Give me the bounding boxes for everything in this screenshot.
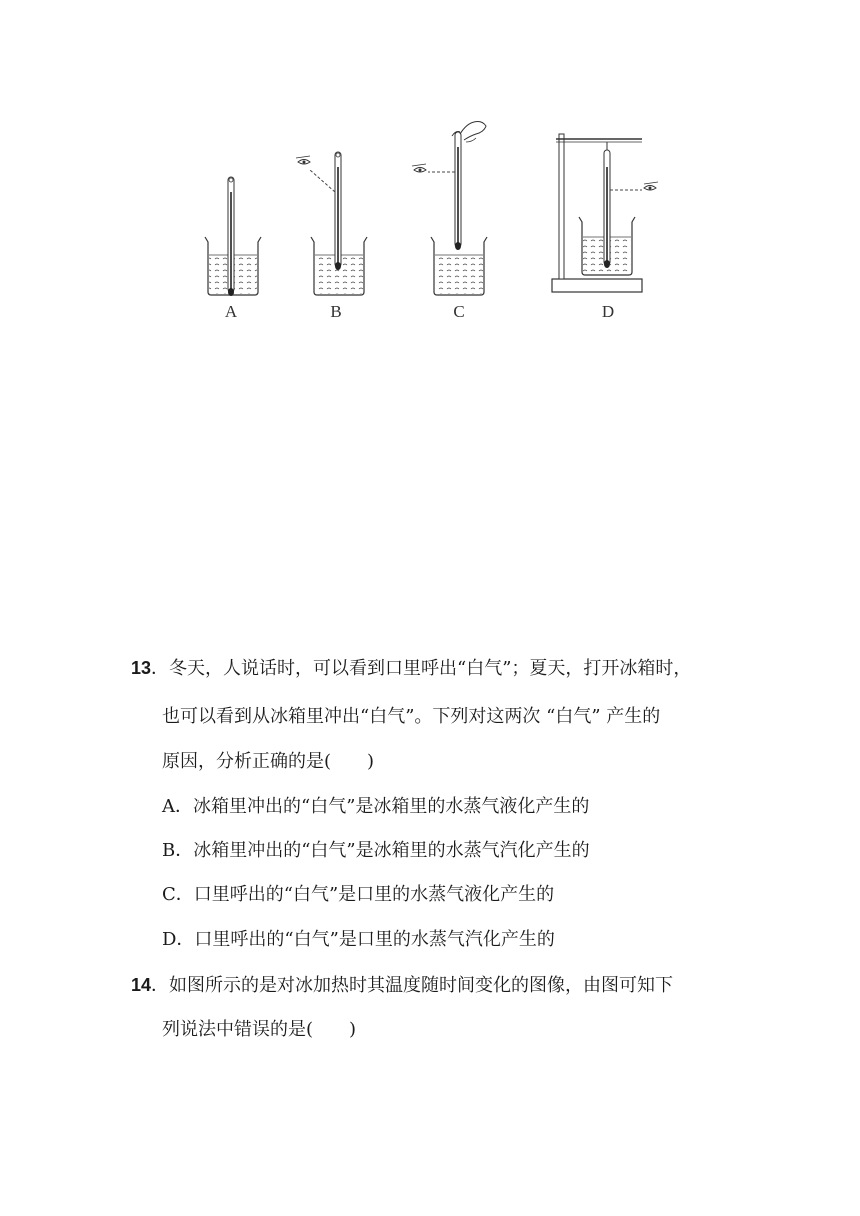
figure-label-b: B bbox=[330, 302, 342, 321]
question-14-line-2: 列说法中错误的是( ) bbox=[162, 1019, 357, 1040]
question-number: 13 bbox=[131, 658, 152, 678]
figure-label-a: A bbox=[224, 302, 238, 321]
question-text: ．冬天，人说话时，可以看到口里呼出“白气”；夏天，打开冰箱时， bbox=[151, 658, 692, 679]
question-number: 14 bbox=[131, 975, 152, 995]
eye-icon bbox=[610, 182, 658, 190]
option-a: A．冰箱里冲出的“白气”是冰箱里的水蒸气液化产生的 bbox=[162, 796, 590, 817]
figure-label-d: D bbox=[601, 302, 615, 321]
thermometer-c bbox=[455, 132, 461, 250]
question-14-line-1 bbox=[131, 974, 673, 997]
thermometer-d bbox=[604, 142, 610, 268]
eye-icon bbox=[296, 156, 335, 192]
thermometer-figure bbox=[190, 112, 660, 327]
question-13-line-2: 也可以看到从冰箱里冲出“白气”。下列对这两次 “白气” 产生的 bbox=[162, 706, 661, 727]
figure-label-c: C bbox=[453, 302, 465, 321]
eye-icon bbox=[412, 164, 455, 172]
question-text: ．如图所示的是对冰加热时其温度随时间变化的图像，由图可知下 bbox=[151, 975, 674, 996]
question-13-line-1 bbox=[131, 657, 691, 680]
thermometer-b bbox=[335, 152, 341, 270]
option-b: B．冰箱里冲出的“白气”是冰箱里的水蒸气汽化产生的 bbox=[162, 840, 590, 861]
thermometer-a bbox=[228, 177, 234, 296]
option-c: C．口里呼出的“白气”是口里的水蒸气液化产生的 bbox=[162, 884, 555, 905]
question-13-line-3: 原因，分析正确的是( ) bbox=[162, 751, 375, 772]
thermometer-diagram bbox=[190, 112, 660, 327]
option-d: D．口里呼出的“白气”是口里的水蒸气汽化产生的 bbox=[162, 929, 555, 950]
